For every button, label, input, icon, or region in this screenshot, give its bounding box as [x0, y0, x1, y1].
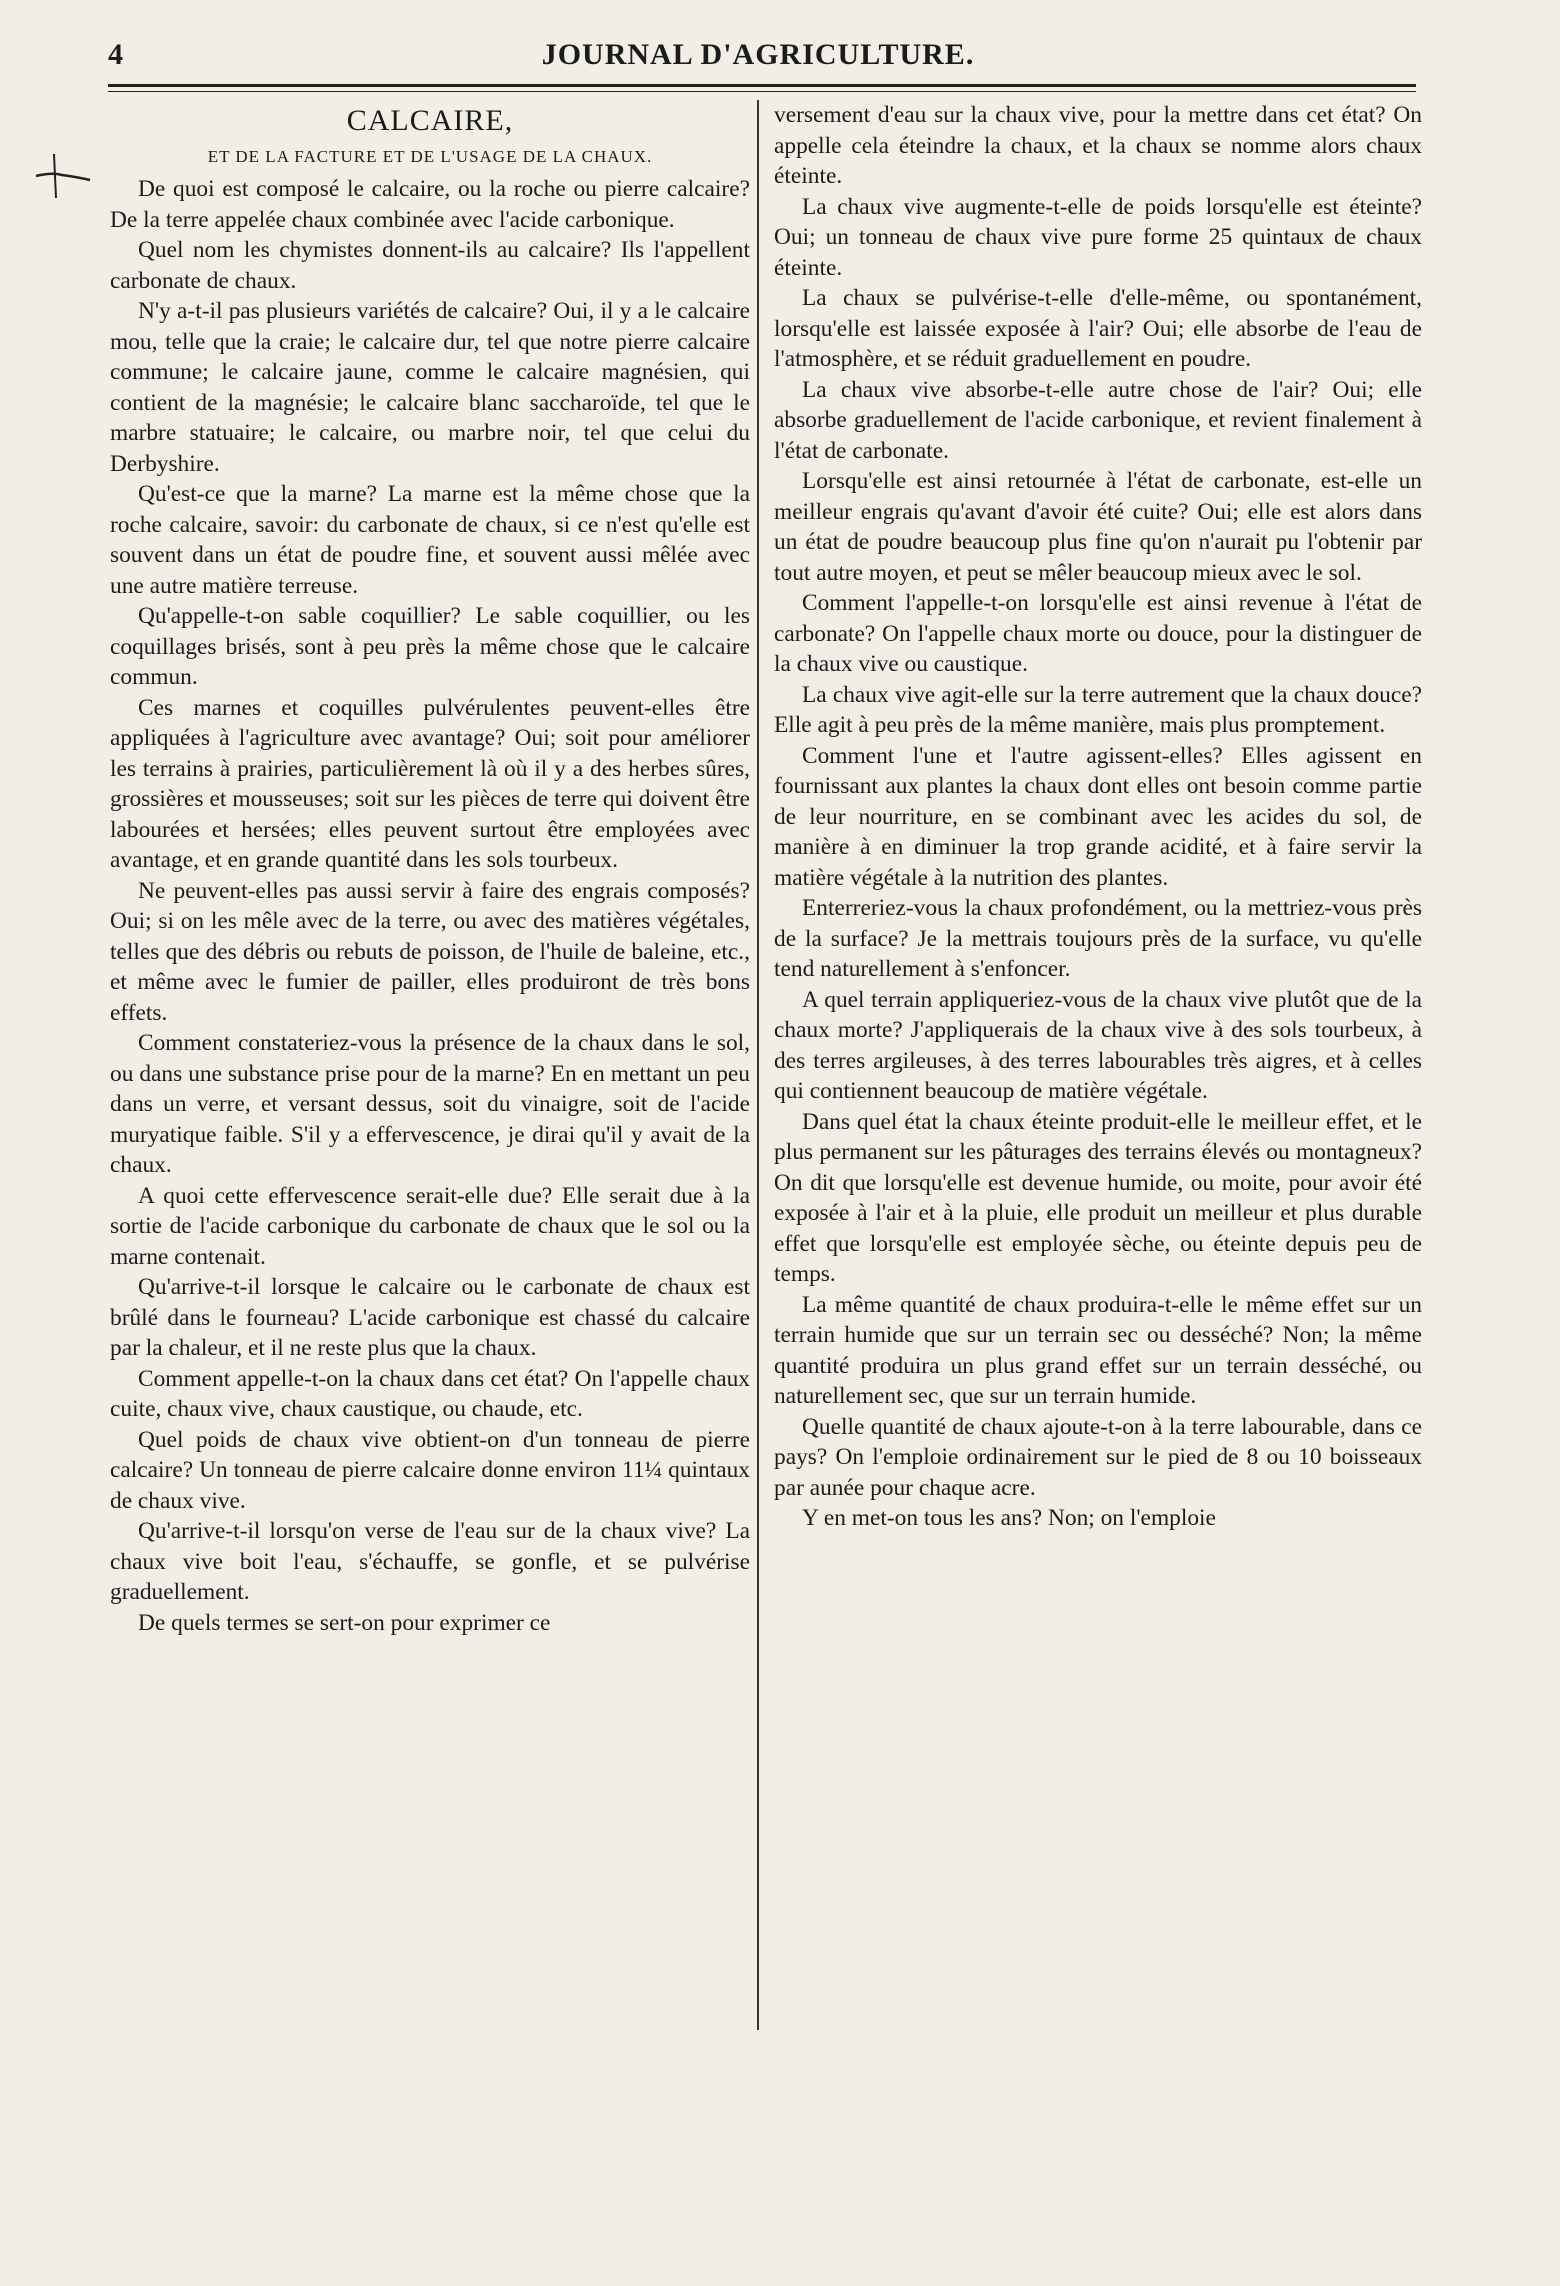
- margin-pen-mark: [32, 150, 92, 210]
- column-divider: [757, 100, 759, 2030]
- paragraph: Y en met-on tous les ans? Non; on l'emploie: [802, 1505, 1216, 1531]
- paragraph: A quoi cette effervescence serait-elle due? Elle serait due à la sortie de l'acide carbonique du carbonate de chaux que le sol ou la marne contenait.: [110, 1182, 750, 1270]
- article-subtitle: ET DE LA FACTURE ET DE L'USAGE DE LA CHAUX.: [207, 147, 653, 166]
- right-column: [774, 100, 1422, 1534]
- article-title: CALCAIRE,: [346, 104, 514, 137]
- paragraph: Quel poids de chaux vive obtient-on d'un tonneau de pierre calcaire? Un tonneau de pierre calcaire donne environ 11¼ quintaux de chaux vive.: [110, 1426, 750, 1514]
- paragraph: Qu'appelle-t-on sable coquillier? Le sable coquillier, ou les coquillages brisés, sont à peu près la même chose que le calcaire commun.: [110, 603, 750, 690]
- paragraph: La même quantité de chaux produira-t-elle le même effet sur un terrain humide que sur un terrain sec ou desséché? Non; la même quantité produira un plus grand effet sur un terrain desséché, ou naturellement sec, que sur un terrain humide.: [774, 1291, 1422, 1409]
- paragraph: Qu'est-ce que la marne? La marne est la même chose que la roche calcaire, savoir: du carbonate de chaux, si ce n'est qu'elle est souvent dans un état de poudre fine, et souvent aussi mêlée avec une autre matière terreuse.: [110, 481, 750, 599]
- journal-title: JOURNAL D'AGRICULTURE.: [541, 38, 975, 71]
- paragraph: Qu'arrive-t-il lorsque le calcaire ou le carbonate de chaux est brûlé dans le fourneau? L'acide carbonique est chassé du calcaire par la chaleur, et il ne reste plus que la chaux.: [110, 1274, 750, 1361]
- paragraph: Comment constateriez-vous la présence de la chaux dans le sol, ou dans une substance prise pour de la marne? En en mettant un peu dans un verre, et versant dessus, soit du vinaigre, soit de l'acide muryatique faible. S'il y a effervescence, je dirai qu'il y avait de la chaux.: [110, 1030, 750, 1178]
- paragraph: A quel terrain appliqueriez-vous de la chaux vive plutôt que de la chaux morte? J'appliquerais de la chaux vive à des sols tourbeux, à des terres argileuses, à des terres labourables très aigres, et à celles qui contiennent beaucoup de matière végétale.: [774, 986, 1422, 1104]
- paragraph: Enterreriez-vous la chaux profondément, ou la mettriez-vous près de la surface? Je la mettrais toujours près de la surface, vu qu'elle tend naturellement à s'enfoncer.: [774, 895, 1422, 982]
- paragraph: Ces marnes et coquilles pulvérulentes peuvent-elles être appliquées à l'agriculture avec avantage? Oui; soit pour améliorer les terrains à prairies, particulièrement là où il y a des herbes sûres, grossières et mousseuses; soit sur les pièces de terre qui doivent être labourées et hersées; elles peuvent surtout être employées avec avantage, et en grande quantité dans les sols tourbeux.: [110, 694, 750, 873]
- paragraph: La chaux vive augmente-t-elle de poids lorsqu'elle est éteinte? Oui; un tonneau de chaux vive pure forme 25 quintaux de chaux éteinte.: [774, 193, 1422, 281]
- paragraph: Comment appelle-t-on la chaux dans cet état? On l'appelle chaux cuite, chaux vive, chaux caustique, ou chaude, etc.: [110, 1365, 750, 1422]
- paragraph: Dans quel état la chaux éteinte produit-elle le meilleur effet, et le plus permanent sur les pâturages des terrains élevés ou montagneux? On dit que lorsqu'elle est devenue humide, ou moite, pour avoir été exposée à l'air et à la pluie, elle produit un meilleur et plus durable effet que lorsqu'elle est employée sèche, ou éteinte depuis peu de temps.: [774, 1108, 1422, 1287]
- paragraph: Comment l'appelle-t-on lorsqu'elle est ainsi revenue à l'état de carbonate? On l'appelle chaux morte ou douce, pour la distinguer de la chaux vive ou caustique.: [774, 590, 1422, 677]
- running-head: [108, 38, 1408, 78]
- paragraph: La chaux vive absorbe-t-elle autre chose de l'air? Oui; elle absorbe graduellement de l'acide carbonique, et revient finalement à l'état de carbonate.: [774, 376, 1422, 464]
- paragraph: Qu'arrive-t-il lorsqu'on verse de l'eau sur de la chaux vive? La chaux vive boit l'eau, s'échauffe, se gonfle, et se pulvérise graduellement.: [110, 1518, 750, 1605]
- paragraph: Quelle quantité de chaux ajoute-t-on à la terre labourable, dans ce pays? On l'emploie ordinairement sur le pied de 8 ou 10 boisseaux par aunée pour chaque acre.: [774, 1413, 1422, 1501]
- paragraph: Ne peuvent-elles pas aussi servir à faire des engrais composés? Oui; si on les mêle avec de la terre, ou avec des matières végétales, telles que des débris ou rebuts de poisson, de l'huile de baleine, etc., et même avec le fumier de pailler, elles produiront de très bons effets.: [110, 877, 750, 1026]
- paragraph: De quoi est composé le calcaire, ou la roche ou pierre calcaire? De la terre appelée chaux combinée avec l'acide carbonique.: [110, 176, 750, 233]
- left-column: [110, 100, 750, 1638]
- paragraph-continued: versement d'eau sur la chaux vive, pour la mettre dans cet état? On appelle cela éteindre la chaux, et la chaux se nomme alors chaux éteinte.: [774, 102, 1422, 189]
- paragraph: La chaux vive agit-elle sur la terre autrement que la chaux douce? Elle agit à peu près de la même manière, mais plus promptement.: [774, 681, 1422, 738]
- paragraph: De quels termes se sert-on pour exprimer ce: [138, 1609, 551, 1636]
- paragraph: La chaux se pulvérise-t-elle d'elle-même, ou spontanément, lorsqu'elle est laissée exposée à l'air? Oui; elle absorbe de l'eau de l'atmosphère, et se réduit graduellement en poudre.: [774, 285, 1422, 372]
- page-number: 4: [108, 38, 123, 71]
- header-rule: [108, 84, 1416, 92]
- paragraph: N'y a-t-il pas plusieurs variétés de calcaire? Oui, il y a le calcaire mou, telle que la craie; le calcaire dur, tel que notre pierre calcaire commune; le calcaire jaune, comme le calcaire magnésien, qui contient de la magnésie; le calcaire blanc saccharoïde, tel que le marbre statuaire; le calcaire, ou marbre noir, tel que celui du Derbyshire.: [110, 298, 750, 477]
- paragraph: Lorsqu'elle est ainsi retournée à l'état de carbonate, est-elle un meilleur engrais qu'avant d'avoir été cuite? Oui; elle est alors dans un état de poudre beaucoup plus fine qu'on n'aurait pu l'obtenir par tout autre moyen, et peut se mêler beaucoup mieux avec le sol.: [774, 468, 1422, 586]
- paragraph: Comment l'une et l'autre agissent-elles? Elles agissent en fournissant aux plantes la chaux dont elles ont besoin comme partie de leur nourriture, en se combinant avec les acides du sol, de manière à en diminuer la trop grande acidité, et à faire servir la matière végétale à la nutrition des plantes.: [774, 742, 1422, 891]
- paragraph: Quel nom les chymistes donnent-ils au calcaire? Ils l'appellent carbonate de chaux.: [110, 237, 750, 294]
